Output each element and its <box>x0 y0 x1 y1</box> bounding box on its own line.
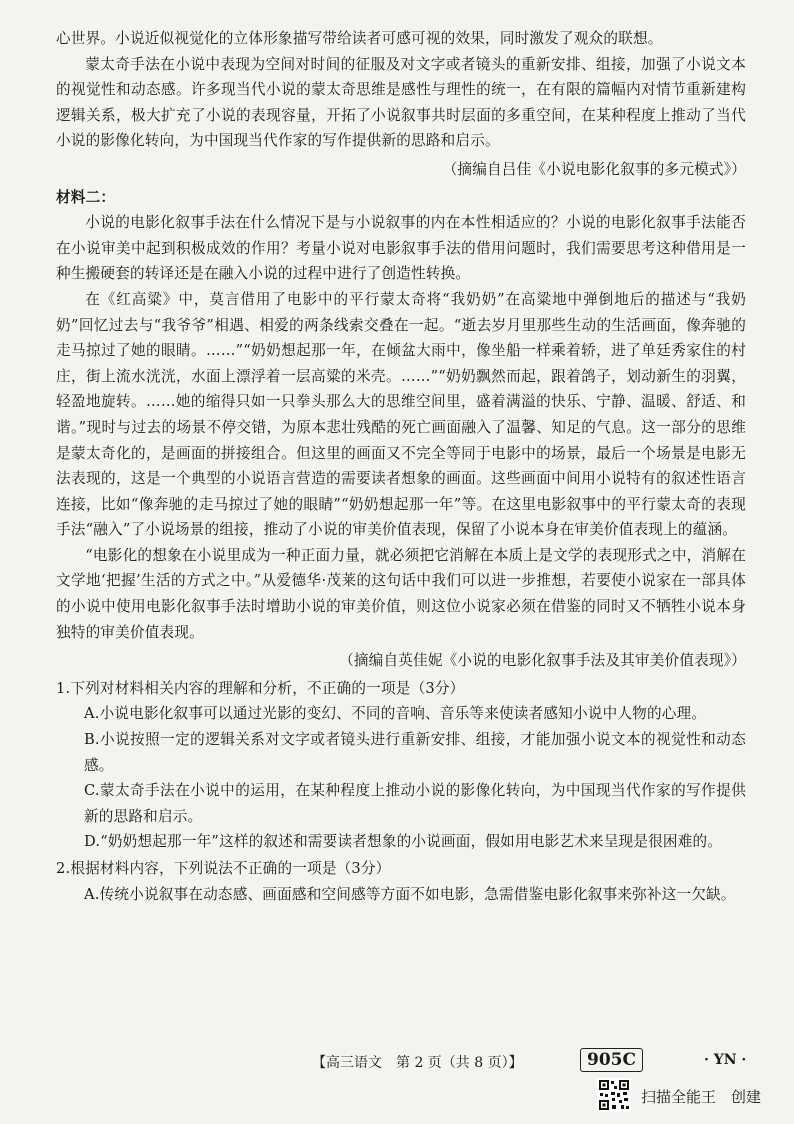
question-option: C.蒙太奇手法在小说中的运用，在某种程度上推动小说的影像化转向，为中国现当代作家的写作提供新的思路和启示。 <box>84 782 746 825</box>
scanner-label: 扫描全能王 创建 <box>641 1088 762 1106</box>
qr-code-icon <box>597 1078 631 1112</box>
question-option: A.传统小说叙事在动态感、画面感和空间感等方面不如电影，急需借鉴电影化叙事来弥补这一欠缺。 <box>84 885 736 903</box>
material2-source: （摘编自英佳妮《小说的电影化叙事手法及其审美价值表现》） <box>339 652 746 670</box>
question-stem: 2.根据材料内容，下列说法不正确的一项是（3分） <box>56 860 391 877</box>
page-footer <box>0 1050 794 1076</box>
question-2 <box>56 856 746 907</box>
material1-source: （摘编自吕佳《小说电影化叙事的多元模式》） <box>442 160 746 178</box>
exam-page <box>56 26 746 907</box>
question-stem: 1.下列对材料相关内容的理解和分析，不正确的一项是（3分） <box>56 679 465 697</box>
page-number-info: 【高三语文 第 2 页（共 8 页）】 <box>312 1055 523 1071</box>
question-option: D.“奶奶想起那一年”这样的叙述和需要读者想象的小说画面，假如用电影艺术来呈现是很困难的。 <box>84 833 723 851</box>
material2-heading: 材料二： <box>56 188 116 206</box>
material1-paragraph-montage: 蒙太奇手法在小说中表现为空间对时间的征服及对文字或者镜头的重新安排、组接，加强了小说文本的视觉性和动态感。许多现当代小说的蒙太奇思维是感性与理性的统一，在有限的篇幅内对情节重新建构逻辑关系，极大扩充了小说的表现容量，开拓了小说叙事共时层面的多重空间，在某种程度上推动了当代小说的影像化转向，为中国现当代作家的写作提供新的思路和启示。 <box>56 55 746 150</box>
question-option: B.小说按照一定的逻辑关系对文字或者镜头进行重新安排、组接，才能加强小说文本的视觉性和动态感。 <box>84 731 746 774</box>
question-option: A.小说电影化叙事可以通过光影的变幻、不同的音响、音乐等来使读者感知小说中人物的心理。 <box>84 705 707 723</box>
material2-paragraph-3: “电影化的想象在小说里成为一种正面力量，就必须把它消解在本质上是文学的表现形式之中，消解在文学地‘把握’生活的方式之中。”从爱德华·茂莱的这句话中我们可以进一步推想，若要使小说家在一部具体的小说中使用电影化叙事手法时增助小说的审美价值，则这位小说家必须在借鉴的同时又不牺牲小说本身独特的审美价值表现。 <box>56 546 746 641</box>
material2-paragraph-2: 在《红高粱》中，莫言借用了电影中的平行蒙太奇将“我奶奶”在高粱地中弹倒地后的描述与“我奶奶”回忆过去与“我爷爷”相遇、相爱的两条线索交叠在一起。“逝去岁月里那些生动的生活画面，像奔驰的走马掠过了她的眼睛。……”“奶奶想起那一年，在倾盆大雨中，像坐船一样乘着轿，进了单廷秀家住的村庄，街上流水洸洸，水面上漂浮着一层高粱的米壳。……”“奶奶飘然而起，跟着鸽子，划动新生的羽翼，轻盈地旋转。……她的缩得只如一只拳头那么大的思维空间里，盛着满溢的快乐、宁静、温暖、舒适、和谐。”现时与过去的场景不停交错，为原本悲壮残酷的死亡画面融入了温馨、知足的气息。这一部分的思维是蒙太奇化的，是画面的拼接组合。但这里的画面又不完全等同于电影中的场景，最后一个场景是电影无法表现的，这是一个典型的小说语言营造的需要读者想象的画面。这些画面中间用小说特有的叙述性语言连接，比如“像奔驰的走马掠过了她的眼睛”“奶奶想起那一年”等。在这里电影叙事中的平行蒙太奇的表现手法“融入”了小说场景的组接，推动了小说的审美价值表现，保留了小说本身在审美价值表现上的蕴涵。 <box>56 290 746 539</box>
question-1 <box>56 676 746 855</box>
scanner-watermark <box>597 1078 787 1114</box>
region-mark: · YN · <box>704 1052 747 1068</box>
material2-paragraph-1: 小说的电影化叙事手法在什么情况下是与小说叙事的内在本性相适应的？小说的电影化叙事手法能否在小说审美中起到积极成效的作用？考量小说对电影叙事手法的借用问题时，我们需要思考这种借用是一种生搬硬套的转译还是在融入小说的过程中进行了创造性转换。 <box>56 214 746 283</box>
material1-paragraph-continued: 心世界。小说近似视觉化的立体形象描写带给读者可感可视的效果，同时激发了观众的联想。 <box>56 30 663 47</box>
exam-code-badge: 905C <box>580 1048 643 1072</box>
